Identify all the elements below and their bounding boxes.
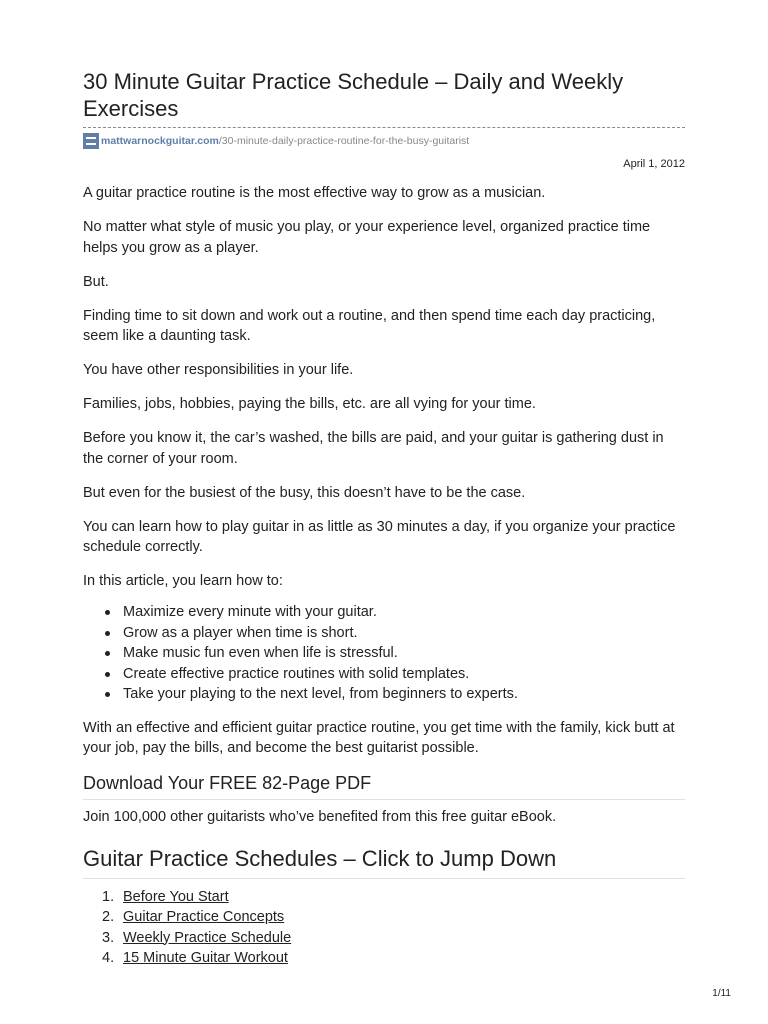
paragraph: But. <box>83 273 109 290</box>
source-url[interactable] <box>83 133 469 149</box>
toc-number: 4. <box>102 950 115 966</box>
learning-goals-list <box>83 602 685 705</box>
toc-number: 2. <box>102 909 115 925</box>
paragraph: A guitar practice routine is the most effective way to grow as a musician. <box>83 185 546 201</box>
publish-date: April 1, 2012 <box>623 158 685 170</box>
toc-item-15-minute-guitar-workout <box>102 948 685 969</box>
download-heading: Download Your FREE 82-Page PDF <box>83 772 685 800</box>
article-body <box>83 183 685 969</box>
list-item: Make music fun even when life is stressful. <box>123 643 685 664</box>
toc-link-before-you-start[interactable]: Before You Start <box>123 888 229 905</box>
paragraph: You can learn how to play guitar in as little as 30 minutes a day, if you organize your practice schedule correctly. <box>83 518 676 555</box>
toc-link-weekly-practice-schedule[interactable]: Weekly Practice Schedule <box>123 929 292 946</box>
page-number: 1/11 <box>712 988 731 999</box>
source-domain: mattwarnockguitar.com <box>101 135 219 147</box>
toc-item-guitar-practice-concepts <box>102 907 685 928</box>
title-divider <box>83 127 685 128</box>
list-item: Grow as a player when time is short. <box>123 623 685 644</box>
toc-item-weekly-practice-schedule <box>102 928 685 949</box>
download-text: Join 100,000 other guitarists who’ve benefited from this free guitar eBook. <box>83 809 557 825</box>
source-path: /30-minute-daily-practice-routine-for-the-busy-guitarist <box>218 135 470 147</box>
article-title: 30 Minute Guitar Practice Schedule – Daily and Weekly Exercises <box>83 69 624 121</box>
paragraph: Before you know it, the car’s washed, the bills are paid, and your guitar is gathering dust in the corner of your room. <box>83 430 664 467</box>
paragraph: In this article, you learn how to: <box>83 573 283 589</box>
toc-number: 1. <box>102 888 115 905</box>
paragraph: No matter what style of music you play, or your experience level, organized practice time helps you grow as a player. <box>83 219 651 256</box>
toc-link-guitar-practice-concepts[interactable]: Guitar Practice Concepts <box>123 909 285 925</box>
toc-link-15-minute-guitar-workout[interactable]: 15 Minute Guitar Workout <box>123 950 288 966</box>
toc-heading: Guitar Practice Schedules – Click to Jump Down <box>83 846 685 879</box>
paragraph: With an effective and efficient guitar practice routine, you get time with the family, kick butt at your job, pay the bills, and become the best guitarist possible. <box>83 719 675 756</box>
paragraph: Finding time to sit down and work out a routine, and then spend time each day practicing, seem like a daunting task. <box>83 307 656 344</box>
toc-number: 3. <box>102 929 115 946</box>
list-item: Maximize every minute with your guitar. <box>123 602 685 623</box>
site-logo-icon <box>83 133 99 149</box>
paragraph: But even for the busiest of the busy, this doesn’t have to be the case. <box>83 484 526 501</box>
paragraph: Families, jobs, hobbies, paying the bills, etc. are all vying for your time. <box>83 396 536 412</box>
list-item: Take your playing to the next level, from beginners to experts. <box>123 684 685 705</box>
list-item: Create effective practice routines with solid templates. <box>123 664 685 685</box>
toc-item-before-you-start <box>102 887 685 908</box>
table-of-contents <box>83 887 685 969</box>
paragraph: You have other responsibilities in your life. <box>83 362 354 378</box>
